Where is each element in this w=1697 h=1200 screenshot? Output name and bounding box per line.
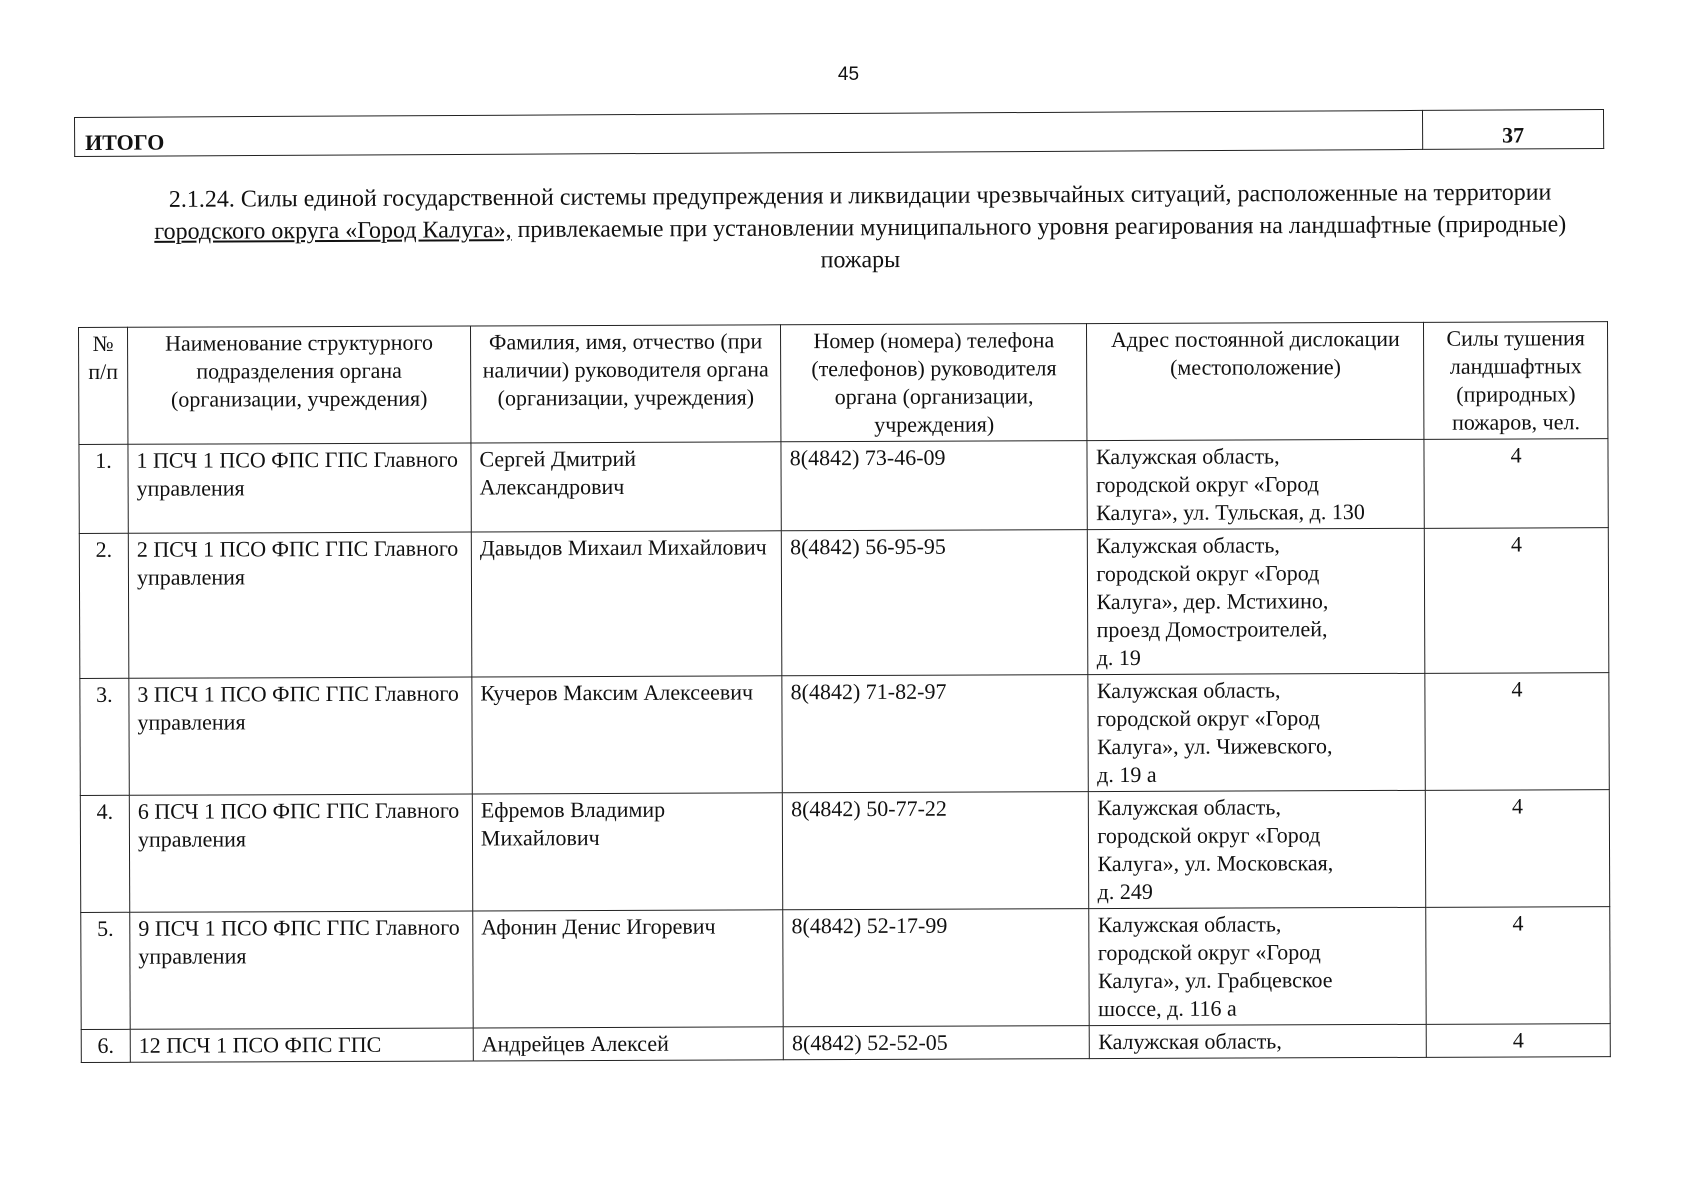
row-phone: 8(4842) 52-17-99 — [783, 909, 1090, 1027]
section-title-underlined: городского округа «Город Калуга», — [154, 217, 512, 245]
row-unit: 1 ПСЧ 1 ПСО ФПС ГПС Главного управления — [128, 443, 471, 533]
row-head: Ефремов Владимир Михайлович — [472, 793, 783, 911]
header-address: Адрес постоянной дислокации (местоположение) — [1087, 322, 1424, 440]
row-head: Сергей Дмитрий Александрович — [471, 442, 782, 532]
row-forces: 4 — [1426, 907, 1610, 1025]
row-address: Калужская область, — [1090, 1024, 1427, 1058]
row-num: 2. — [79, 533, 129, 678]
row-phone: 8(4842) 73-46-09 — [781, 441, 1088, 531]
row-head: Давыдов Михаил Михайлович — [471, 531, 782, 677]
row-address: Калужская область, городской округ «Город Калуга», ул. Московская, д. 249 — [1089, 790, 1426, 908]
row-forces: 4 — [1425, 673, 1609, 791]
table-row — [80, 790, 1609, 913]
table-row — [80, 673, 1609, 796]
section-title-suffix: привлекаемые при установлении муниципального уровня реагирования на ландшафтные (природные) пожары — [511, 211, 1567, 274]
row-forces: 4 — [1426, 1024, 1610, 1058]
row-forces: 4 — [1426, 790, 1610, 908]
row-forces: 4 — [1425, 528, 1609, 674]
row-num: 5. — [81, 912, 130, 1029]
row-num: 1. — [79, 444, 128, 533]
row-phone: 8(4842) 50-77-22 — [783, 792, 1090, 910]
row-num: 4. — [80, 795, 129, 912]
row-unit: 6 ПСЧ 1 ПСО ФПС ГПС Главного управления — [129, 794, 472, 912]
row-address: Калужская область, городской округ «Город Калуга», дер. Мстихино, проезд Домостроителей, д. 19 — [1088, 528, 1425, 674]
total-value: 37 — [1422, 109, 1603, 149]
row-unit: 3 ПСЧ 1 ПСО ФПС ГПС Главного управления — [129, 677, 472, 795]
header-phone: Номер (номера) телефона (телефонов) руководителя органа (организации, учреждения) — [781, 324, 1088, 442]
total-row — [75, 109, 1604, 156]
row-phone: 8(4842) 71-82-97 — [782, 675, 1089, 793]
total-table — [74, 109, 1604, 157]
header-unit: Наименование структурного подразделения органа (организации, учреждения) — [127, 326, 470, 444]
section-title-prefix: 2.1.24. Силы единой государственной системы предупреждения и ликвидации чрезвычайных ситуаций, расположенные на территории — [168, 179, 1552, 213]
table-row — [79, 439, 1608, 534]
row-address: Калужская область, городской округ «Город Калуга», ул. Чижевского, д. 19 а — [1088, 673, 1425, 791]
table-header-row — [79, 322, 1608, 445]
header-num: № п/п — [79, 327, 128, 444]
table-row — [81, 1024, 1610, 1063]
section-title — [140, 176, 1580, 280]
table-row — [81, 907, 1610, 1030]
table-row — [79, 528, 1609, 679]
row-unit: 2 ПСЧ 1 ПСО ФПС ГПС Главного управления — [128, 532, 472, 678]
header-head: Фамилия, имя, отчество (при наличии) руководителя органа (организации, учреждения) — [470, 325, 781, 443]
row-forces: 4 — [1424, 439, 1608, 529]
row-head: Кучеров Максим Алексеевич — [472, 676, 783, 794]
header-forces: Силы тушения ландшафтных (природных) пожаров, чел. — [1424, 322, 1608, 440]
page-number: 45 — [837, 64, 860, 85]
total-label: ИТОГО — [75, 110, 1423, 156]
row-num: 6. — [81, 1029, 130, 1062]
row-unit: 9 ПСЧ 1 ПСО ФПС ГПС Главного управления — [130, 911, 473, 1029]
row-phone: 8(4842) 52-52-05 — [783, 1026, 1089, 1060]
row-head: Андрейцев Алексей — [473, 1027, 783, 1061]
row-address: Калужская область, городской округ «Город Калуга», ул. Тульская, д. 130 — [1087, 439, 1424, 529]
row-address: Калужская область, городской округ «Город Калуга», ул. Грабцевское шоссе, д. 116 а — [1089, 907, 1426, 1025]
row-phone: 8(4842) 56-95-95 — [782, 530, 1089, 676]
row-unit: 12 ПСЧ 1 ПСО ФПС ГПС — [130, 1028, 473, 1062]
row-num: 3. — [80, 678, 129, 795]
forces-table — [78, 321, 1611, 1063]
row-head: Афонин Денис Игоревич — [473, 910, 784, 1028]
